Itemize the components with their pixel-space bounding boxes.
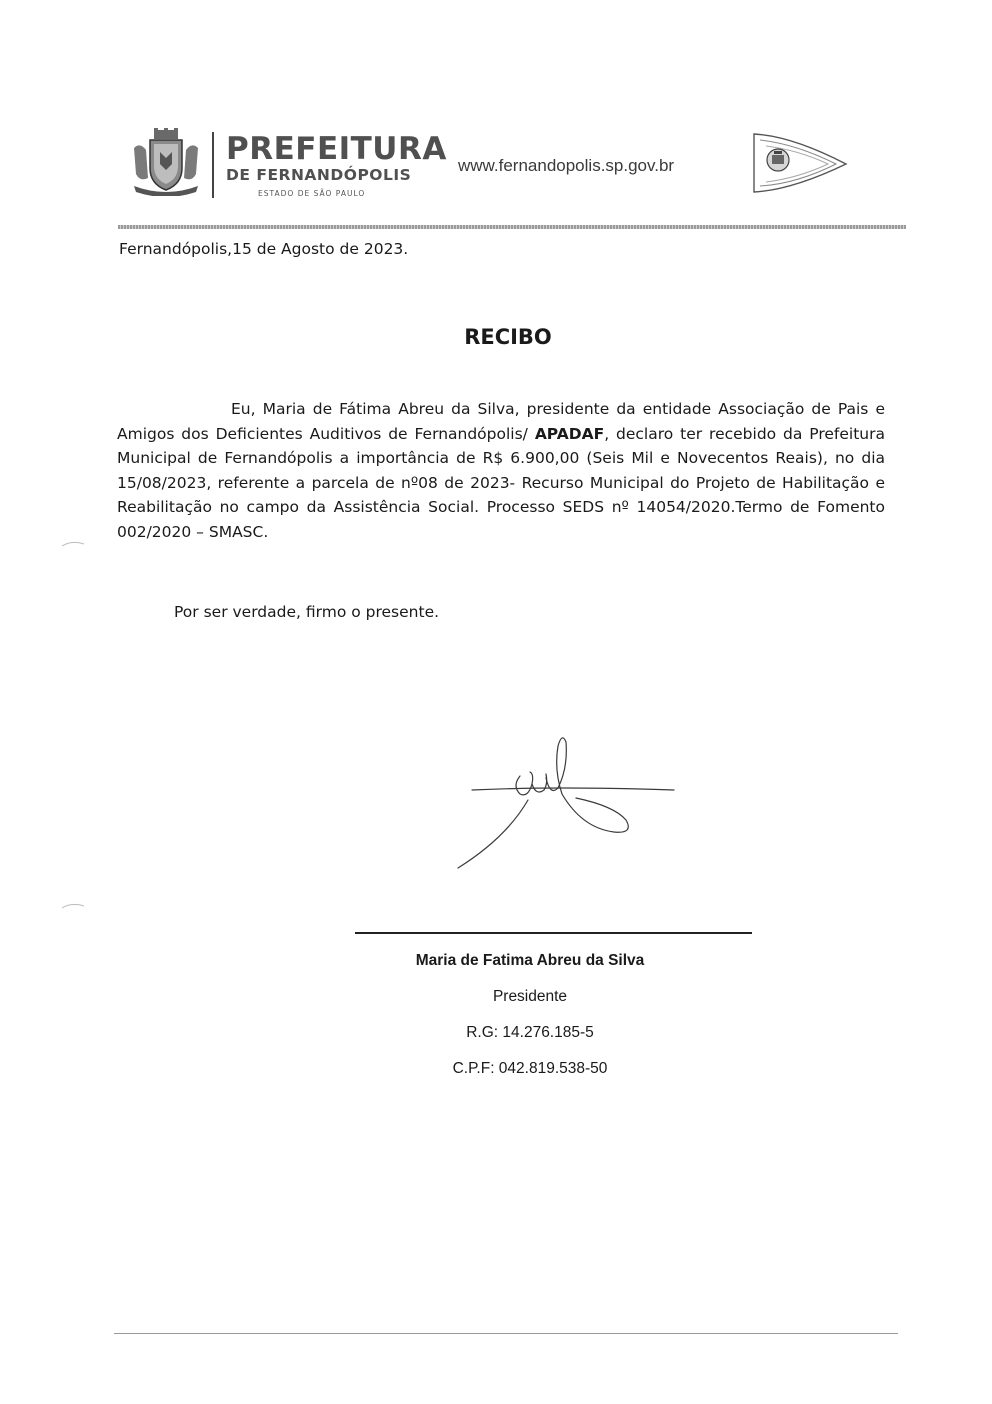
brand-subtitle: DE FERNANDÓPOLIS [226,166,412,184]
handwritten-signature [450,728,682,876]
scan-mark [60,902,86,910]
footer-rule [114,1333,898,1334]
document-title: RECIBO [464,325,552,349]
signature-line [355,932,752,934]
header-rule [118,225,906,229]
brand-title: PREFEITURA [226,131,447,167]
closing-line: Por ser verdade, firmo o presente. [174,603,440,621]
paragraph-text-2: , declaro ter recebido da Prefeitura Municipal de Fernandópolis a importância de R$ 6.900,00 (Seis Mil e Novecentos Reais), no dia 15/08/2023, referente a parcela de nº08 de 2023- Recurso Municipal do Projeto de Habilitação e Reabilitação no campo da Assistência Social. Processo SEDS nº 14054/2020.Termo de Fomento 002/2020 – SMASC. [117,424,885,541]
coat-of-arms-icon [130,128,202,196]
receipt-paragraph [117,397,885,545]
signer-name: Maria de Fatima Abreu da Silva [415,952,645,969]
date-line: Fernandópolis,15 de Agosto de 2023. [119,240,409,258]
signer-rg: R.G: 14.276.185-5 [466,1024,594,1041]
header-divider [212,132,214,198]
city-flag-icon [752,130,848,194]
signer-role: Presidente [492,988,568,1005]
paragraph-text-1: Eu, Maria de Fátima Abreu da Silva, presidente da entidade Associação de Pais e Amigos dos Deficientes Auditivos de Fernandópolis/ [117,400,885,443]
signer-cpf: C.P.F: 042.819.538-50 [452,1060,608,1077]
entity-acronym: APADAF [534,424,605,443]
website-link[interactable]: www.fernandopolis.sp.gov.br [458,156,675,175]
brand-state: ESTADO DE SÃO PAULO [258,189,366,198]
scan-mark [60,540,86,548]
